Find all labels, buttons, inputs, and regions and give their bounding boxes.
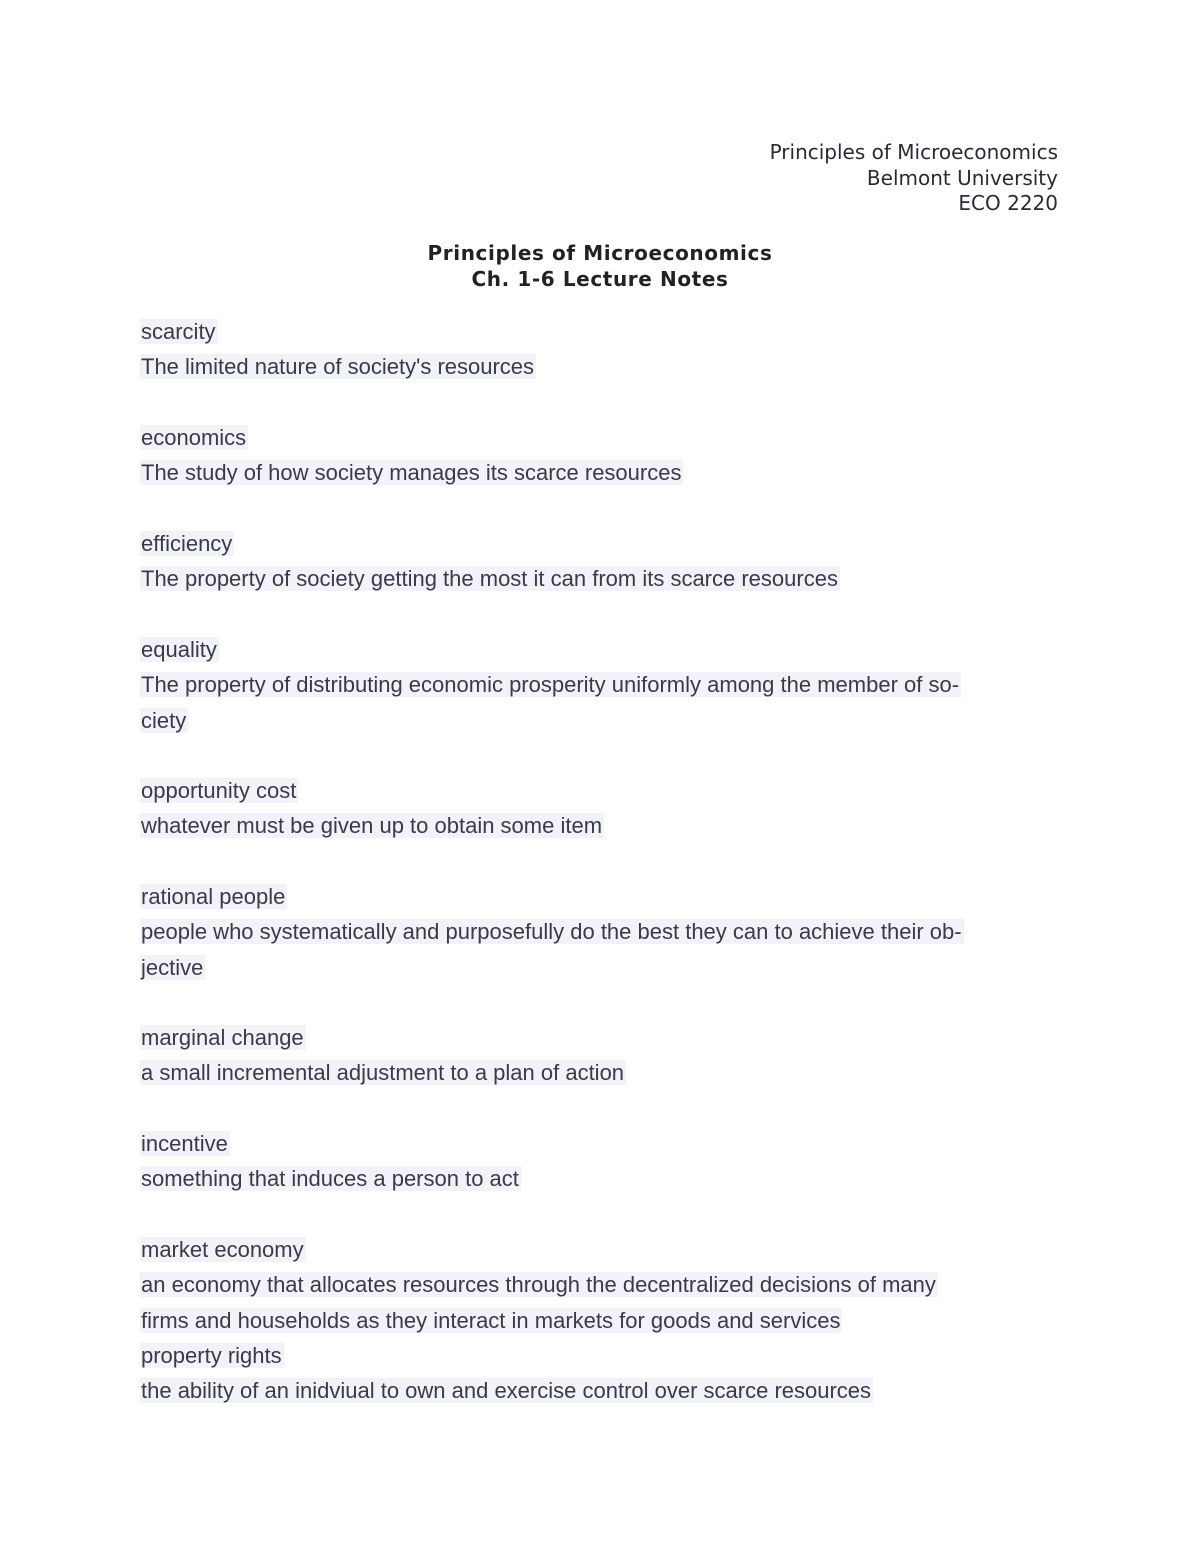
term-label: equality bbox=[141, 637, 217, 662]
term-label: opportunity cost bbox=[141, 778, 297, 803]
term-definition-continued: ciety bbox=[141, 707, 187, 733]
glossary-entry-opportunity-cost bbox=[140, 773, 604, 844]
term-label: market economy bbox=[141, 1237, 304, 1262]
glossary-entry-efficiency bbox=[140, 526, 840, 597]
title-line-2: Ch. 1-6 Lecture Notes bbox=[471, 267, 729, 291]
university-name: Belmont University bbox=[866, 165, 1058, 190]
term-label: scarcity bbox=[141, 319, 216, 344]
glossary-entry-property-rights bbox=[140, 1338, 873, 1409]
course-header bbox=[770, 140, 1058, 217]
glossary-entry-rational-people bbox=[140, 879, 964, 985]
term-definition: something that induces a person to act bbox=[141, 1166, 519, 1192]
term-definition: whatever must be given up to obtain some item bbox=[141, 813, 603, 839]
term-definition: an economy that allocates resources through the decentralized decisions of many bbox=[141, 1272, 936, 1298]
course-name: Principles of Microeconomics bbox=[769, 140, 1058, 164]
term-label: economics bbox=[141, 425, 247, 450]
glossary-entry-economics bbox=[140, 420, 683, 491]
term-definition-continued: firms and households as they interact in markets for goods and services bbox=[141, 1307, 841, 1333]
term-label: incentive bbox=[141, 1131, 228, 1156]
term-label: property rights bbox=[141, 1343, 282, 1368]
title-line-1: Principles of Microeconomics bbox=[427, 241, 773, 265]
glossary-entry-incentive bbox=[140, 1126, 521, 1197]
term-definition: The property of distributing economic prosperity uniformly among the member of so- bbox=[141, 672, 960, 698]
glossary-entry-scarcity bbox=[140, 314, 536, 385]
term-definition: The property of society getting the most it can from its scarce resources bbox=[141, 566, 838, 592]
glossary-entry-market-economy bbox=[140, 1232, 938, 1338]
term-label: marginal change bbox=[141, 1025, 304, 1050]
course-code: ECO 2220 bbox=[958, 191, 1058, 215]
term-definition: The study of how society manages its scarce resources bbox=[141, 460, 682, 486]
term-definition: a small incremental adjustment to a plan of action bbox=[141, 1060, 625, 1086]
glossary-entry-marginal-change bbox=[140, 1020, 626, 1091]
term-label: rational people bbox=[141, 884, 286, 909]
document-title bbox=[0, 240, 1200, 292]
term-label: efficiency bbox=[141, 531, 233, 556]
term-definition: people who systematically and purposefully do the best they can to achieve their ob- bbox=[141, 919, 962, 945]
term-definition: the ability of an inidviual to own and exercise control over scarce resources bbox=[141, 1378, 872, 1404]
term-definition-continued: jective bbox=[141, 954, 204, 980]
glossary-entry-equality bbox=[140, 632, 961, 738]
term-definition: The limited nature of society's resources bbox=[141, 354, 535, 380]
